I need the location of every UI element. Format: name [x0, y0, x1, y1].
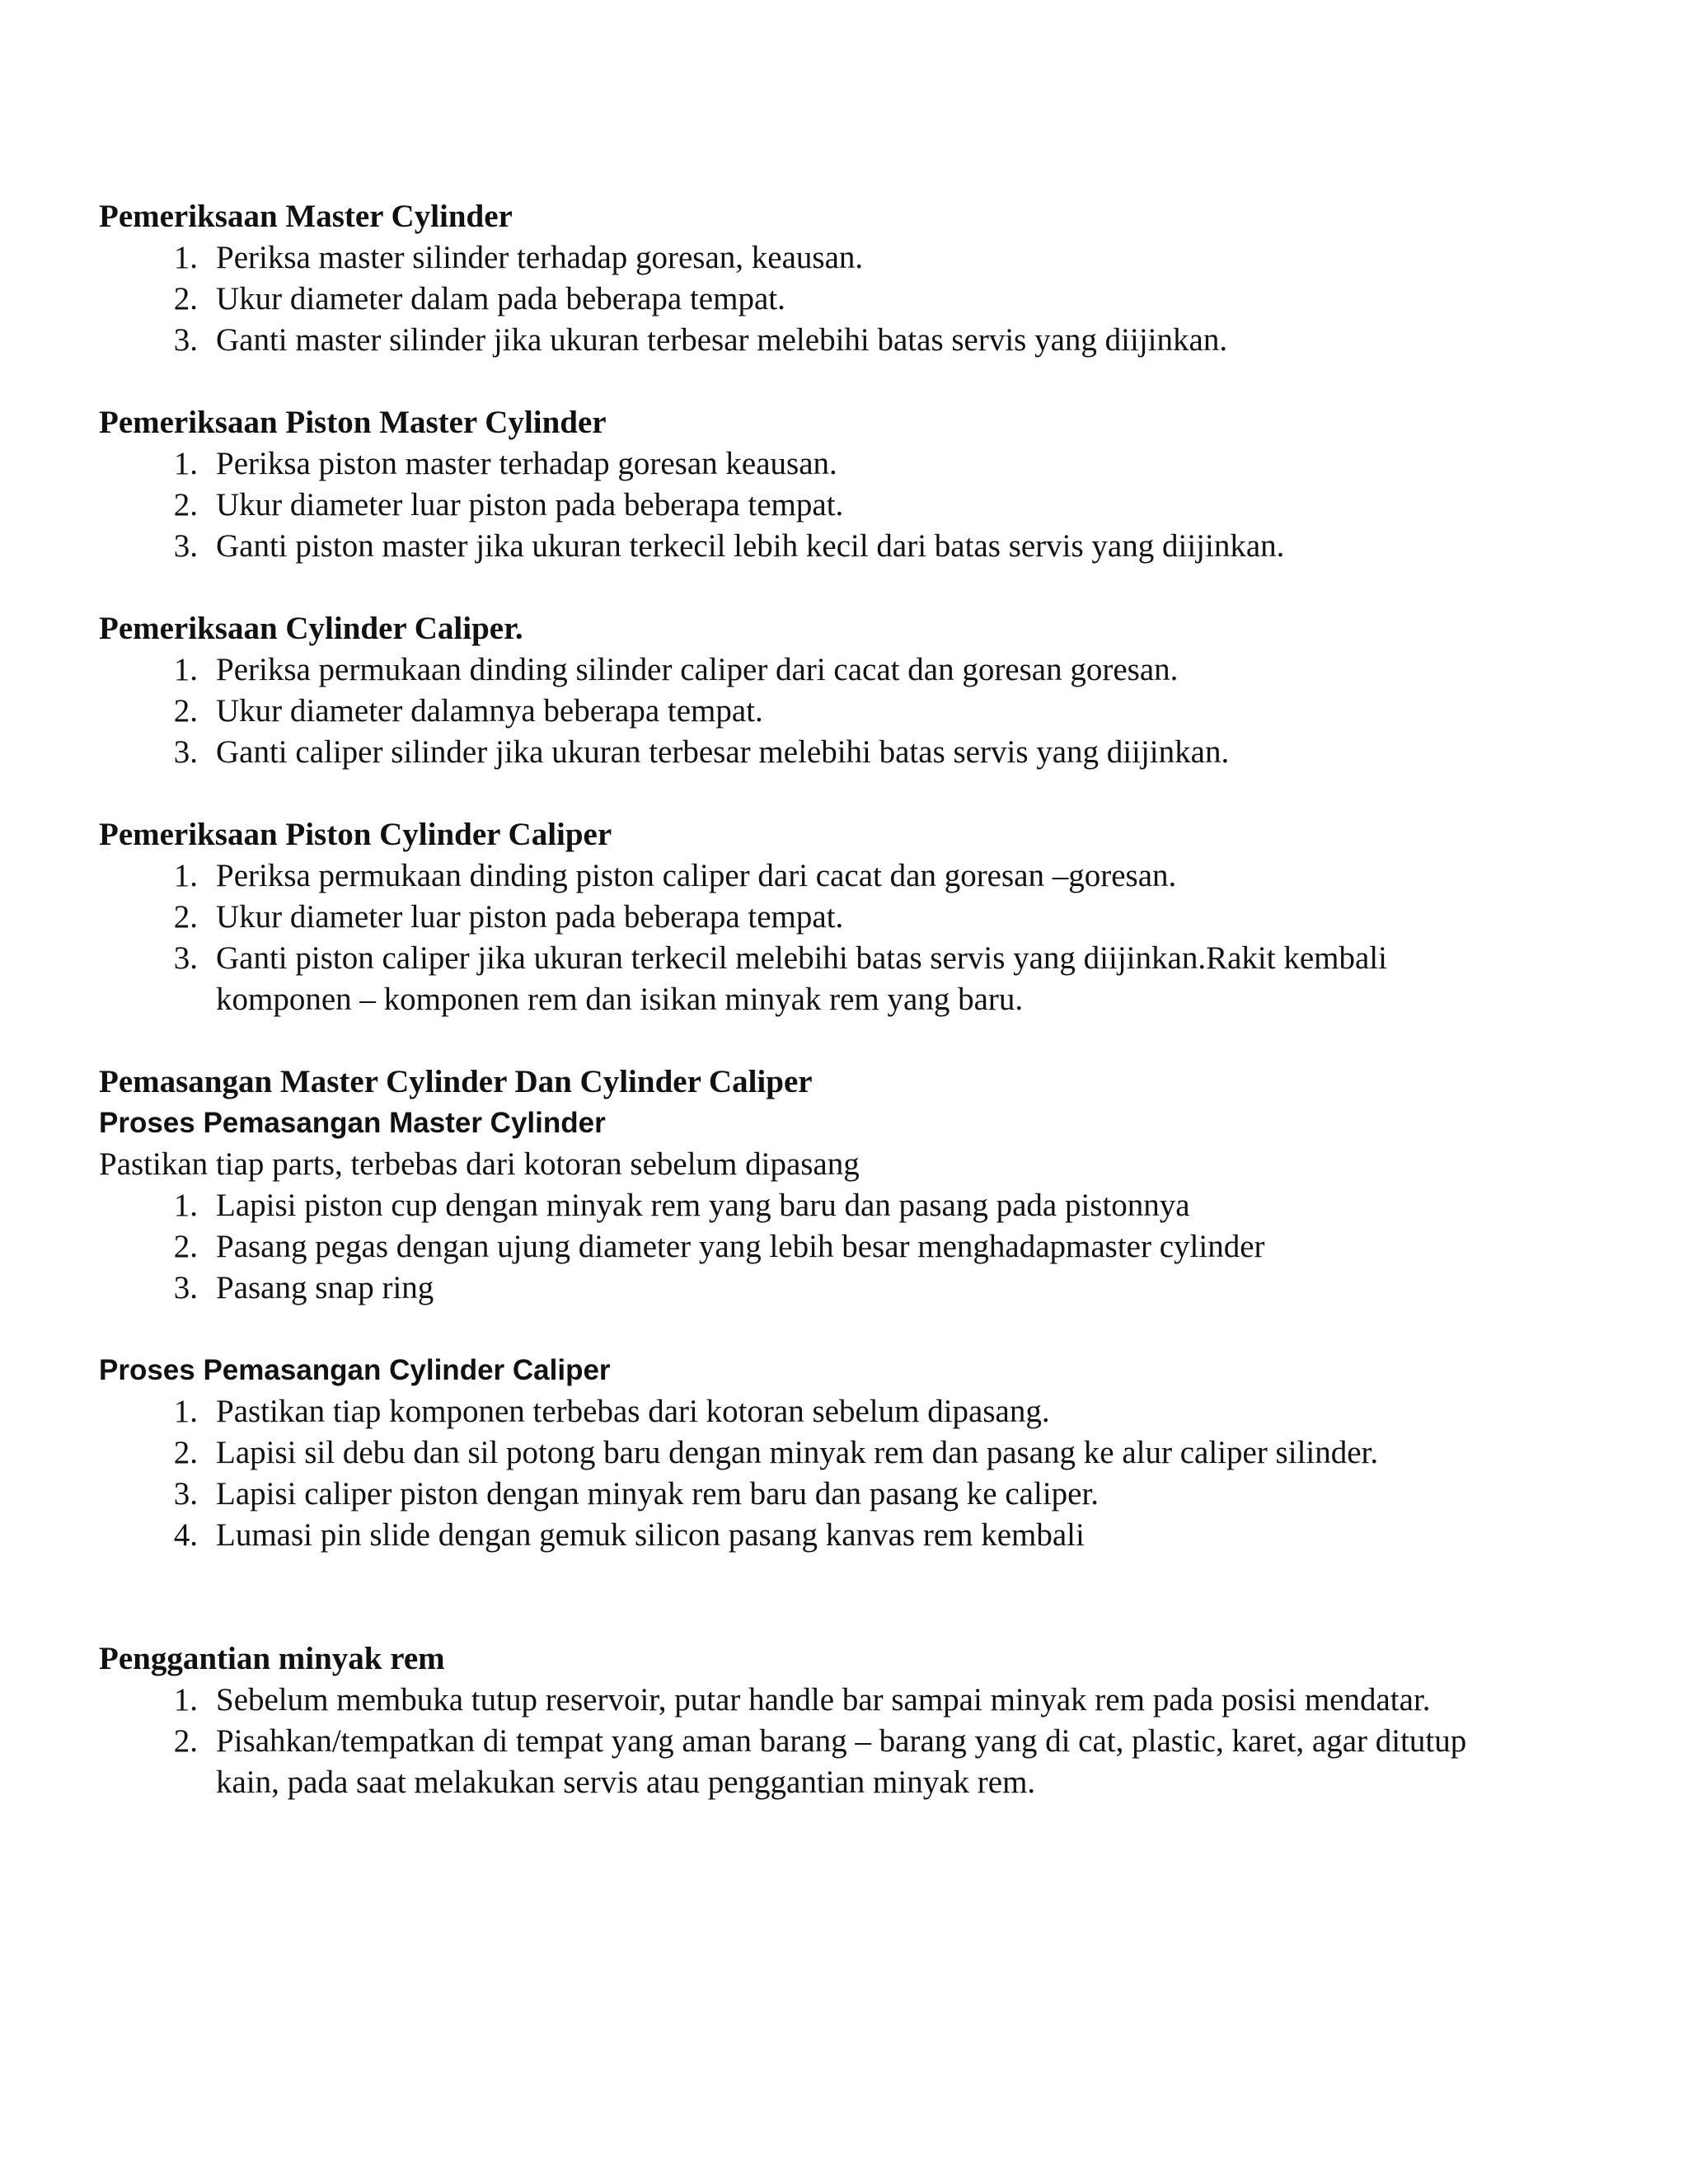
numbered-list: [99, 1185, 1500, 1309]
section-master-cylinder-check: [99, 196, 1500, 361]
list-number: 4.: [173, 1517, 198, 1553]
list-text: Ukur diameter dalamnya beberapa tempat.: [216, 693, 763, 729]
section-installation-master-cylinder: [99, 1062, 1500, 1309]
list-item: [99, 443, 1500, 485]
list-item: [99, 485, 1500, 526]
list-text: Periksa piston master terhadap goresan keausan.: [216, 446, 837, 481]
list-number: 3.: [173, 1476, 198, 1511]
section-subheading: Proses Pemasangan Master Cylinder: [99, 1107, 606, 1139]
list-item: [99, 1226, 1500, 1268]
list-text: Pasang snap ring: [216, 1270, 434, 1305]
list-number: 3.: [173, 528, 198, 564]
list-text: Lumasi pin slide dengan gemuk silicon pasang kanvas rem kembali: [216, 1517, 1085, 1553]
list-item: [99, 1432, 1500, 1474]
section-heading: Pemeriksaan Cylinder Caliper.: [99, 611, 523, 646]
section-subheading: Proses Pemasangan Cylinder Caliper: [99, 1354, 611, 1386]
section-heading: Penggantian minyak rem: [99, 1641, 445, 1676]
list-text: Periksa permukaan dinding piston caliper dari cacat dan goresan –goresan.: [216, 858, 1177, 893]
list-number: 2.: [173, 1229, 198, 1264]
list-item: [99, 732, 1500, 773]
section-heading: Pemasangan Master Cylinder Dan Cylinder Caliper: [99, 1064, 813, 1099]
list-number: 3.: [173, 322, 198, 358]
numbered-list: [99, 1680, 1500, 1803]
list-item: [99, 691, 1500, 732]
list-text: Sebelum membuka tutup reservoir, putar handle bar sampai minyak rem pada posisi mendatar.: [216, 1682, 1431, 1718]
numbered-list: [99, 855, 1500, 1020]
list-text: Lapisi sil debu dan sil potong baru dengan minyak rem dan pasang ke alur caliper silinder.: [216, 1435, 1379, 1470]
list-text: Ganti caliper silinder jika ukuran terbesar melebihi batas servis yang diijinkan.: [216, 734, 1230, 770]
section-heading: Pemeriksaan Piston Master Cylinder: [99, 405, 607, 440]
section-installation-cylinder-caliper: [99, 1350, 1500, 1556]
list-item: [99, 1185, 1500, 1226]
numbered-list: [99, 1391, 1500, 1556]
list-item: [99, 1391, 1500, 1432]
list-item: [99, 279, 1500, 320]
list-number: 1.: [173, 858, 198, 893]
list-number: 2.: [173, 1723, 198, 1759]
list-number: 2.: [173, 487, 198, 523]
list-text: Pisahkan/tempatkan di tempat yang aman barang – barang yang di cat, plastic, karet, agar ditutup kain, pada saat melakukan servis atau penggantian minyak rem.: [216, 1723, 1467, 1800]
numbered-list: [99, 649, 1500, 773]
list-text: Ukur diameter luar piston pada beberapa tempat.: [216, 899, 844, 935]
list-item: [99, 649, 1500, 691]
list-item: [99, 526, 1500, 567]
list-number: 2.: [173, 1435, 198, 1470]
list-text: Ganti piston master jika ukuran terkecil lebih kecil dari batas servis yang diijinkan.: [216, 528, 1285, 564]
list-number: 1.: [173, 446, 198, 481]
list-text: Lapisi caliper piston dengan minyak rem baru dan pasang ke caliper.: [216, 1476, 1100, 1511]
list-text: Ganti piston caliper jika ukuran terkecil melebihi batas servis yang diijinkan.Rakit kembali komponen – komponen rem dan isikan minyak rem yang baru.: [216, 940, 1387, 1017]
list-item: [99, 237, 1500, 279]
list-number: 1.: [173, 652, 198, 687]
section-piston-cylinder-caliper-check: [99, 814, 1500, 1020]
list-text: Lapisi piston cup dengan minyak rem yang baru dan pasang pada pistonnya: [216, 1188, 1190, 1223]
list-item: [99, 1474, 1500, 1515]
list-number: 2.: [173, 899, 198, 935]
section-cylinder-caliper-check: [99, 608, 1500, 773]
list-number: 1.: [173, 1682, 198, 1718]
list-number: 1.: [173, 1188, 198, 1223]
list-text: Periksa master silinder terhadap goresan, keausan.: [216, 240, 864, 275]
list-item: [99, 320, 1500, 361]
list-number: 3.: [173, 734, 198, 770]
list-number: 1.: [173, 240, 198, 275]
numbered-list: [99, 443, 1500, 567]
list-item: [99, 855, 1500, 897]
list-item: [99, 1268, 1500, 1309]
list-item: [99, 1721, 1500, 1803]
list-text: Periksa permukaan dinding silinder caliper dari cacat dan goresan goresan.: [216, 652, 1179, 687]
list-item: [99, 1515, 1500, 1556]
list-text: Ganti master silinder jika ukuran terbesar melebihi batas servis yang diijinkan.: [216, 322, 1228, 358]
section-heading: Pemeriksaan Master Cylinder: [99, 199, 513, 234]
list-text: Ukur diameter dalam pada beberapa tempat.: [216, 281, 785, 316]
section-brake-fluid-replacement: [99, 1638, 1500, 1803]
list-number: 3.: [173, 940, 198, 976]
list-item: [99, 1680, 1500, 1721]
list-item: [99, 938, 1500, 1020]
numbered-list: [99, 237, 1500, 361]
list-text: Pasang pegas dengan ujung diameter yang lebih besar menghadapmaster cylinder: [216, 1229, 1265, 1264]
section-piston-master-cylinder-check: [99, 402, 1500, 567]
section-heading: Pemeriksaan Piston Cylinder Caliper: [99, 817, 612, 852]
list-number: 2.: [173, 281, 198, 316]
list-number: 2.: [173, 693, 198, 729]
list-item: [99, 897, 1500, 938]
list-text: Pastikan tiap komponen terbebas dari kotoran sebelum dipasang.: [216, 1394, 1050, 1429]
list-number: 1.: [173, 1394, 198, 1429]
section-intro: Pastikan tiap parts, terbebas dari kotoran sebelum dipasang: [99, 1146, 860, 1182]
document-content: [99, 196, 1500, 1803]
list-number: 3.: [173, 1270, 198, 1305]
list-text: Ukur diameter luar piston pada beberapa tempat.: [216, 487, 844, 523]
